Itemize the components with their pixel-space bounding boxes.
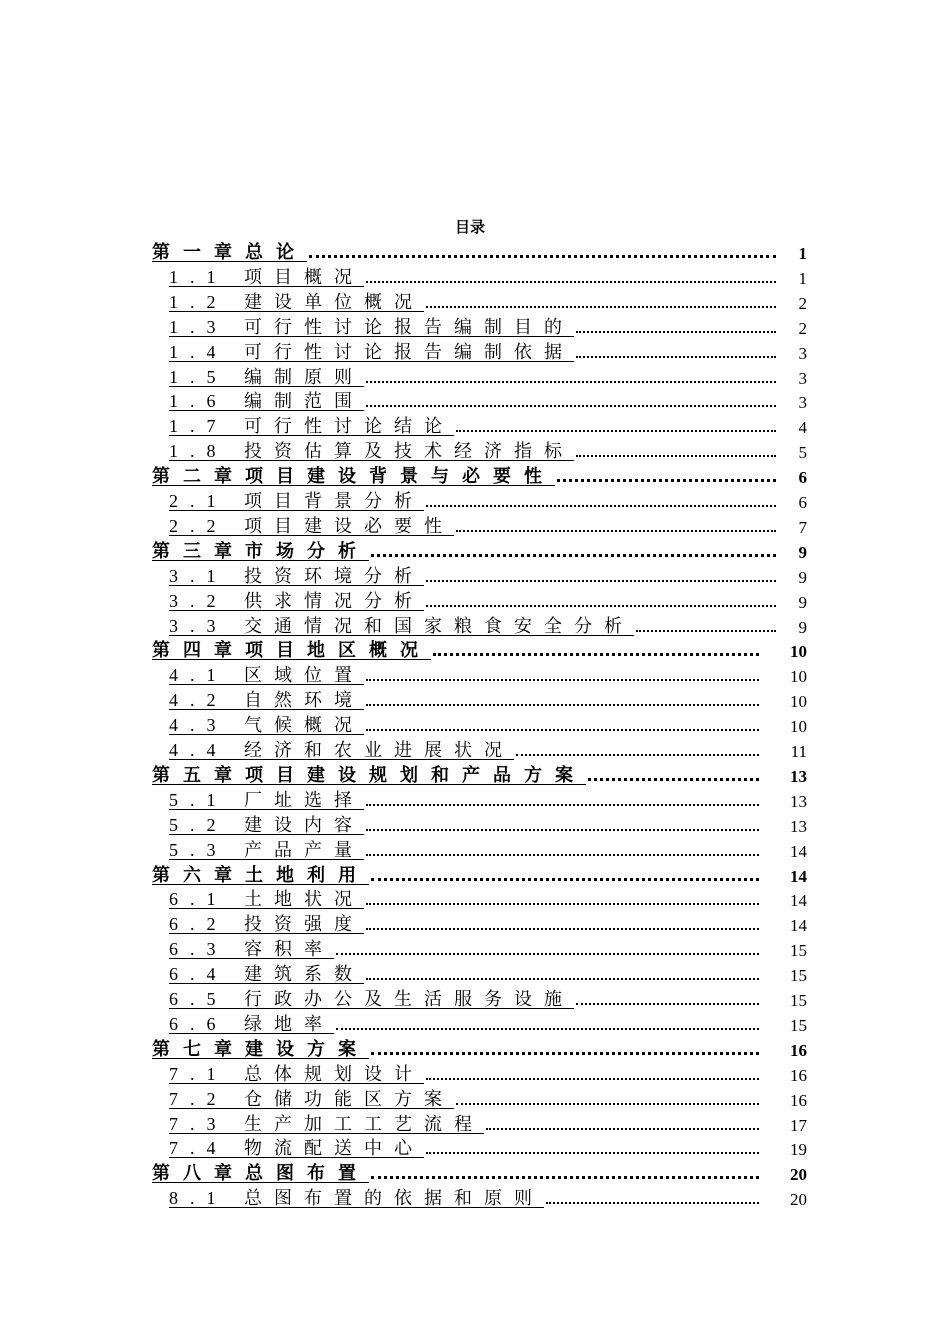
dot-leader xyxy=(309,255,776,258)
dot-leader xyxy=(576,455,776,457)
toc-entry-label[interactable]: 1.4 可行性讨论报告编制依据 xyxy=(169,341,574,362)
dot-leader xyxy=(366,928,759,930)
toc-section-entry[interactable]: 1.3 可行性讨论报告编制目的 2 xyxy=(169,315,780,339)
toc-entry-label[interactable]: 5.3 产品产量 xyxy=(169,839,364,860)
toc-title: 目录 xyxy=(454,218,485,236)
toc-entry-label[interactable]: 第五章项目建设规划和产品方案 xyxy=(152,764,586,785)
dot-leader xyxy=(366,381,776,383)
toc-section-entry[interactable]: 8.1 总图布置的依据和原则 20 xyxy=(169,1186,763,1210)
toc-entry-label[interactable]: 7.4 物流配送中心 xyxy=(169,1138,424,1159)
toc-entry-label[interactable]: 1.1 项目概况 xyxy=(169,266,364,287)
dot-leader xyxy=(371,1176,759,1179)
toc-section-entry[interactable]: 6.3 容积率 15 xyxy=(169,937,763,961)
toc-entry-label[interactable]: 8.1 总图布置的依据和原则 xyxy=(169,1188,544,1209)
toc-section-entry[interactable]: 6.2 投资强度 14 xyxy=(169,912,763,936)
dot-leader xyxy=(576,1003,759,1005)
dot-leader xyxy=(456,430,776,432)
toc-entry-label[interactable]: 7.1 总体规划设计 xyxy=(169,1063,424,1084)
dot-leader xyxy=(426,306,776,308)
toc-entry-label[interactable]: 1.8 投资估算及技术经济指标 xyxy=(169,441,574,462)
toc-section-entry[interactable]: 7.4 物流配送中心 19 xyxy=(169,1136,763,1160)
dot-leader xyxy=(433,653,759,656)
toc-entry-label[interactable]: 第六章土地利用 xyxy=(152,864,369,885)
toc-entry-label[interactable]: 1.3 可行性讨论报告编制目的 xyxy=(169,316,574,337)
toc-entry-label[interactable]: 6.1 土地状况 xyxy=(169,889,364,910)
toc-section-entry[interactable]: 4.2 自然环境 10 xyxy=(169,688,763,712)
dot-leader xyxy=(576,356,776,358)
toc-chapter-entry[interactable]: 第三章市场分析 9 xyxy=(152,539,780,563)
toc-section-entry[interactable]: 1.4 可行性讨论报告编制依据 3 xyxy=(169,340,780,364)
dot-leader xyxy=(371,878,759,881)
dot-leader xyxy=(426,580,776,582)
toc-section-entry[interactable]: 5.2 建设内容 13 xyxy=(169,813,763,837)
toc-entry-label[interactable]: 1.6 编制范围 xyxy=(169,391,364,412)
toc-section-entry[interactable]: 6.4 建筑系数 15 xyxy=(169,962,763,986)
dot-leader xyxy=(426,605,776,607)
dot-leader xyxy=(366,829,759,831)
toc-entry-label[interactable]: 3.1 投资环境分析 xyxy=(169,565,424,586)
toc-chapter-entry[interactable]: 第五章项目建设规划和产品方案 13 xyxy=(152,763,763,787)
dot-leader xyxy=(576,331,776,333)
dot-leader xyxy=(371,1052,759,1055)
toc-section-entry[interactable]: 4.4 经济和农业进展状况 11 xyxy=(169,738,763,762)
dot-leader xyxy=(557,479,776,482)
toc-entry-label[interactable]: 6.5 行政办公及生活服务设施 xyxy=(169,989,574,1009)
toc-entry-label[interactable]: 第八章总图布置 xyxy=(152,1163,369,1184)
toc-entry-label[interactable]: 6.6 绿地率 xyxy=(169,1013,334,1034)
toc-entry-label[interactable]: 第一章总论 xyxy=(152,242,307,262)
dot-leader xyxy=(371,554,776,557)
dot-leader xyxy=(366,729,759,731)
toc-section-entry[interactable]: 1.7 可行性讨论结论 4 xyxy=(169,414,780,438)
toc-section-entry[interactable]: 1.5 编制原则 3 xyxy=(169,365,780,389)
dot-leader xyxy=(546,1202,759,1204)
dot-leader xyxy=(456,530,776,532)
toc-entry-label[interactable]: 5.1 厂址选择 xyxy=(169,789,364,810)
toc-section-entry[interactable]: 3.3 交通情况和国家粮食安全分析 9 xyxy=(169,614,780,638)
toc-section-entry[interactable]: 5.3 产品产量 14 xyxy=(169,838,763,862)
toc-section-entry[interactable]: 1.8 投资估算及技术经济指标 5 xyxy=(169,439,780,463)
dot-leader xyxy=(366,903,759,905)
toc-chapter-entry[interactable]: 第一章总论 1 xyxy=(152,240,780,264)
toc-section-entry[interactable]: 4.3 气候概况 10 xyxy=(169,713,763,737)
toc-section-entry[interactable]: 1.2 建设单位概况 2 xyxy=(169,290,780,314)
toc-entry-label[interactable]: 4.2 自然环境 xyxy=(169,690,364,711)
toc-entry-label[interactable]: 3.2 供求情况分析 xyxy=(169,590,424,611)
toc-entry-label[interactable]: 第四章项目地区概况 xyxy=(152,640,431,661)
dot-leader xyxy=(588,778,759,781)
dot-leader xyxy=(516,754,759,756)
toc-chapter-entry[interactable]: 第六章土地利用 14 xyxy=(152,863,763,887)
toc-entry-label[interactable]: 3.3 交通情况和国家粮食安全分析 xyxy=(169,615,634,636)
dot-leader xyxy=(366,405,776,407)
dot-leader xyxy=(456,1103,759,1105)
toc-entry-label[interactable]: 6.3 容积率 xyxy=(169,939,334,960)
dot-leader xyxy=(636,630,776,632)
toc-entry-label[interactable]: 4.3 气候概况 xyxy=(169,715,364,736)
toc-section-entry[interactable]: 6.5 行政办公及生活服务设施 15 xyxy=(169,987,763,1011)
toc-entry-label[interactable]: 4.4 经济和农业进展状况 xyxy=(169,740,514,760)
toc-entry-label[interactable]: 4.1 区域位置 xyxy=(169,665,364,686)
toc-entry-label[interactable]: 第二章项目建设背景与必要性 xyxy=(152,466,555,487)
toc-section-entry[interactable]: 3.2 供求情况分析 9 xyxy=(169,589,780,613)
dot-leader xyxy=(426,1152,759,1154)
dot-leader xyxy=(336,1028,759,1030)
toc-chapter-entry[interactable]: 第二章项目建设背景与必要性 6 xyxy=(152,464,780,488)
toc-section-entry[interactable]: 4.1 区域位置 10 xyxy=(169,663,763,687)
toc-entry-label[interactable]: 5.2 建设内容 xyxy=(169,814,364,835)
toc-section-entry[interactable]: 6.6 绿地率 15 xyxy=(169,1012,763,1036)
dot-leader xyxy=(366,978,759,980)
dot-leader xyxy=(366,679,759,681)
toc-section-entry[interactable]: 6.1 土地状况 14 xyxy=(169,887,763,911)
toc-section-entry[interactable]: 1.1 项目概况 1 xyxy=(169,265,780,289)
toc-entry-label[interactable]: 6.4 建筑系数 xyxy=(169,964,364,985)
dot-leader xyxy=(336,953,759,955)
toc-entry-label[interactable]: 2.1 项目背景分析 xyxy=(169,491,424,511)
toc-chapter-entry[interactable]: 第七章建设方案 16 xyxy=(152,1037,763,1061)
toc-section-entry[interactable]: 7.2 仓储功能区方案 16 xyxy=(169,1087,763,1111)
toc-entry-label[interactable]: 7.3 生产加工工艺流程 xyxy=(169,1113,484,1134)
toc-entry-label[interactable]: 1.2 建设单位概况 xyxy=(169,291,424,312)
toc-section-entry[interactable]: 7.3 生产加工工艺流程 17 xyxy=(169,1112,763,1136)
toc-section-entry[interactable]: 2.2 项目建设必要性 7 xyxy=(169,514,780,538)
toc-chapter-entry[interactable]: 第四章项目地区概况 10 xyxy=(152,638,763,662)
toc-entry-label[interactable]: 第三章市场分析 xyxy=(152,540,369,561)
toc-section-entry[interactable]: 1.6 编制范围 3 xyxy=(169,389,780,413)
dot-leader xyxy=(366,804,759,806)
dot-leader xyxy=(486,1128,759,1130)
toc-entry-label[interactable]: 1.5 编制原则 xyxy=(169,366,364,387)
dot-leader xyxy=(366,281,776,283)
toc-entry-label[interactable]: 1.7 可行性讨论结论 xyxy=(169,416,454,437)
toc-section-entry[interactable]: 3.1 投资环境分析 9 xyxy=(169,564,780,588)
dot-leader xyxy=(426,505,776,507)
toc-entry-label[interactable]: 2.2 项目建设必要性 xyxy=(169,515,454,536)
toc-entry-label[interactable]: 第七章建设方案 xyxy=(152,1038,369,1059)
toc-section-entry[interactable]: 7.1 总体规划设计 16 xyxy=(169,1062,763,1086)
toc-entry-label[interactable]: 6.2 投资强度 xyxy=(169,914,364,935)
toc-section-entry[interactable]: 2.1 项目背景分析 6 xyxy=(169,489,780,513)
dot-leader xyxy=(366,704,759,706)
dot-leader xyxy=(426,1078,759,1080)
dot-leader xyxy=(366,854,759,856)
toc-chapter-entry[interactable]: 第八章总图布置 20 xyxy=(152,1161,763,1185)
toc-section-entry[interactable]: 5.1 厂址选择 13 xyxy=(169,788,763,812)
toc-entry-label[interactable]: 7.2 仓储功能区方案 xyxy=(169,1088,454,1109)
